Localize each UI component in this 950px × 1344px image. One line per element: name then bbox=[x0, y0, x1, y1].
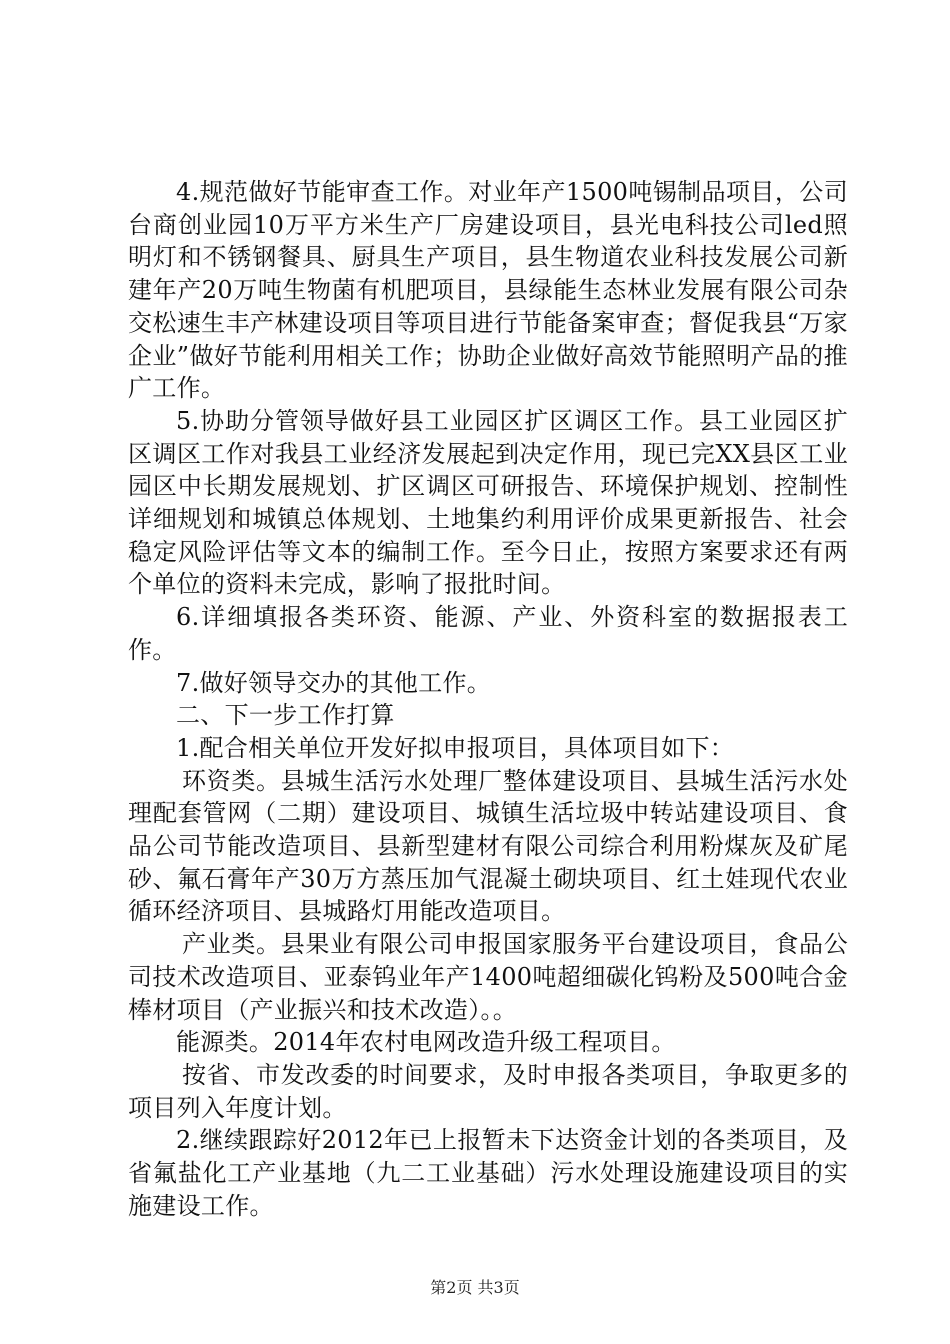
paragraph-timely-reporting: 按省、市发改委的时间要求，及时申报各类项目，争取更多的项目列入年度计划。 bbox=[128, 1060, 848, 1122]
paragraph-industry-projects: 产业类。县果业有限公司申报国家服务平台建设项目，食品公司技术改造项目、亚泰钨业年产1400吨超细碳化钨粉及500吨合金棒材项目（产业振兴和技术改造）。。 bbox=[128, 930, 848, 1024]
paragraph-energy-review: 4.规范做好节能审查工作。对业年产1500吨锡制品项目，公司台商创业园10万平方米生产厂房建设项目，县光电科技公司led照明灯和不锈钢餐具、厨具生产项目，县生物道农业科技发展公司新建年产20万吨生物菌有机肥项目，县绿能生态林业发展有限公司杂交松速生丰产林建设项目等项目进行节能备案审查；督促我县“万家企业”做好节能利用相关工作；协助企业做好高效节能照明产品的推广工作。 bbox=[128, 178, 848, 403]
page-number-footer: 第2页 共3页 bbox=[430, 1278, 520, 1297]
paragraph-energy-projects: 能源类。2014年农村电网改造升级工程项目。 bbox=[176, 1028, 676, 1057]
paragraph-data-reports: 6.详细填报各类环资、能源、产业、外资科室的数据报表工作。 bbox=[128, 603, 848, 664]
document-body bbox=[128, 176, 848, 1223]
paragraph-follow-up: 2.继续跟踪好2012年已上报暂未下达资金计划的各类项目，及省氟盐化工产业基地（九二工业基础）污水处理设施建设项目的实施建设工作。 bbox=[128, 1126, 848, 1220]
paragraph-environment-projects: 环资类。县城生活污水处理厂整体建设项目、县城生活污水处理配套管网（二期）建设项目、城镇生活垃圾中转站建设项目、食品公司节能改造项目、县新型建材有限公司综合利用粉煤灰及矿尾砂、氟石膏年产30万方蒸压加气混凝土砌块项目、红土娃现代农业循环经济项目、县城路灯用能改造项目。 bbox=[128, 766, 848, 926]
paragraph-industrial-park: 5.协助分管领导做好县工业园区扩区调区工作。县工业园区扩区调区工作对我县工业经济发展起到决定作用，现已完XX县区工业园区中长期发展规划、扩区调区可研报告、环境保护规划、控制性详细规划和城镇总体规划、土地集约利用评价成果更新报告、社会稳定风险评估等文本的编制工作。至今日止，按照方案要求还有两个单位的资料未完成，影响了报批时间。 bbox=[128, 406, 848, 599]
paragraph-other-work: 7.做好领导交办的其他工作。 bbox=[176, 668, 492, 697]
section-heading-next-steps: 二、下一步工作打算 bbox=[176, 701, 395, 730]
paragraph-project-development: 1.配合相关单位开发好拟申报项目，具体项目如下： bbox=[176, 733, 735, 762]
